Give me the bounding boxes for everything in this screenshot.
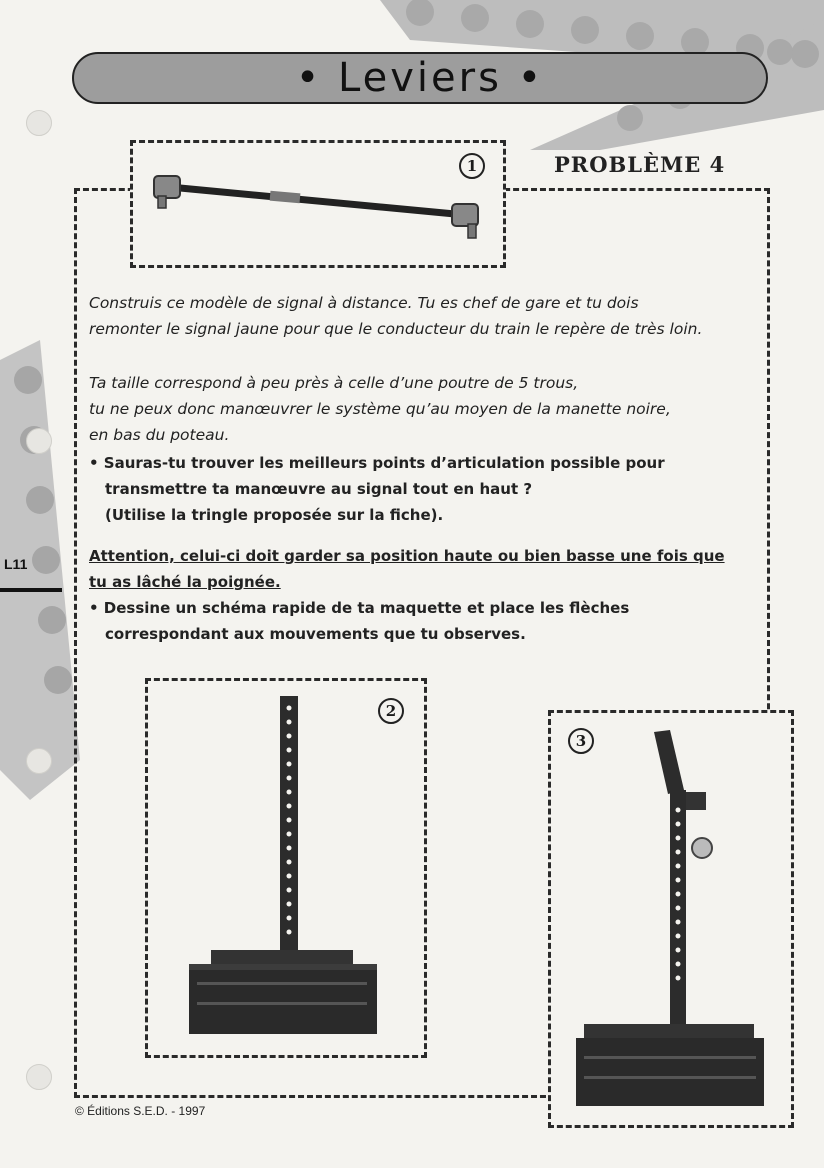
- size-line-3: en bas du poteau.: [89, 426, 230, 444]
- attention-line-2-wrap: [89, 569, 769, 595]
- question-1-line-1: • Sauras-tu trouver les meilleurs points d’articulation possible pour: [89, 454, 665, 472]
- figure-3-number: 3: [568, 728, 594, 754]
- copyright: © Éditions S.E.D. - 1997: [75, 1104, 206, 1118]
- binder-hole-lower: [26, 748, 52, 774]
- intro-line-1: Construis ce modèle de signal à distance. Tu es chef de gare et tu dois: [89, 294, 639, 312]
- figure-1-number: 1: [459, 153, 485, 179]
- signal-model-down-image: [185, 692, 385, 1040]
- signal-model-up-image: [570, 730, 770, 1110]
- title-banner: [72, 52, 768, 104]
- problem-label: PROBLÈME 4: [554, 152, 726, 177]
- attention-line-2: tu as lâché la poignée.: [89, 573, 281, 591]
- question-2-line-1: • Dessine un schéma rapide de ta maquette et place les flèches: [89, 599, 630, 617]
- binder-hole-bottom: [26, 1064, 52, 1090]
- attention-note: [89, 543, 769, 595]
- side-label: L11: [4, 556, 28, 572]
- intro-paragraph: [89, 290, 769, 342]
- question-1-line-3: (Utilise la tringle proposée sur la fiche).: [105, 506, 444, 524]
- question-2-line-2: correspondant aux mouvements que tu observes.: [105, 625, 526, 643]
- size-line-1: Ta taille correspond à peu près à celle d’une poutre de 5 trous,: [89, 374, 579, 392]
- question-1: [89, 450, 769, 528]
- side-label-rule: [0, 588, 62, 592]
- question-2: [89, 595, 769, 647]
- attention-line-1: Attention, celui-ci doit garder sa position haute ou bien basse une fois que: [89, 547, 725, 565]
- page-title: • Leviers •: [295, 55, 545, 101]
- rod-image: [150, 170, 490, 240]
- question-1-line-2: transmettre ta manœuvre au signal tout en haut ?: [105, 480, 533, 498]
- binder-hole-middle: [26, 428, 52, 454]
- figure-2-number: 2: [378, 698, 404, 724]
- size-paragraph: [89, 370, 769, 448]
- binder-hole-top: [26, 110, 52, 136]
- size-line-2: tu ne peux donc manœuvrer le système qu’au moyen de la manette noire,: [89, 400, 671, 418]
- intro-line-2: remonter le signal jaune pour que le conducteur du train le repère de très loin.: [89, 320, 703, 338]
